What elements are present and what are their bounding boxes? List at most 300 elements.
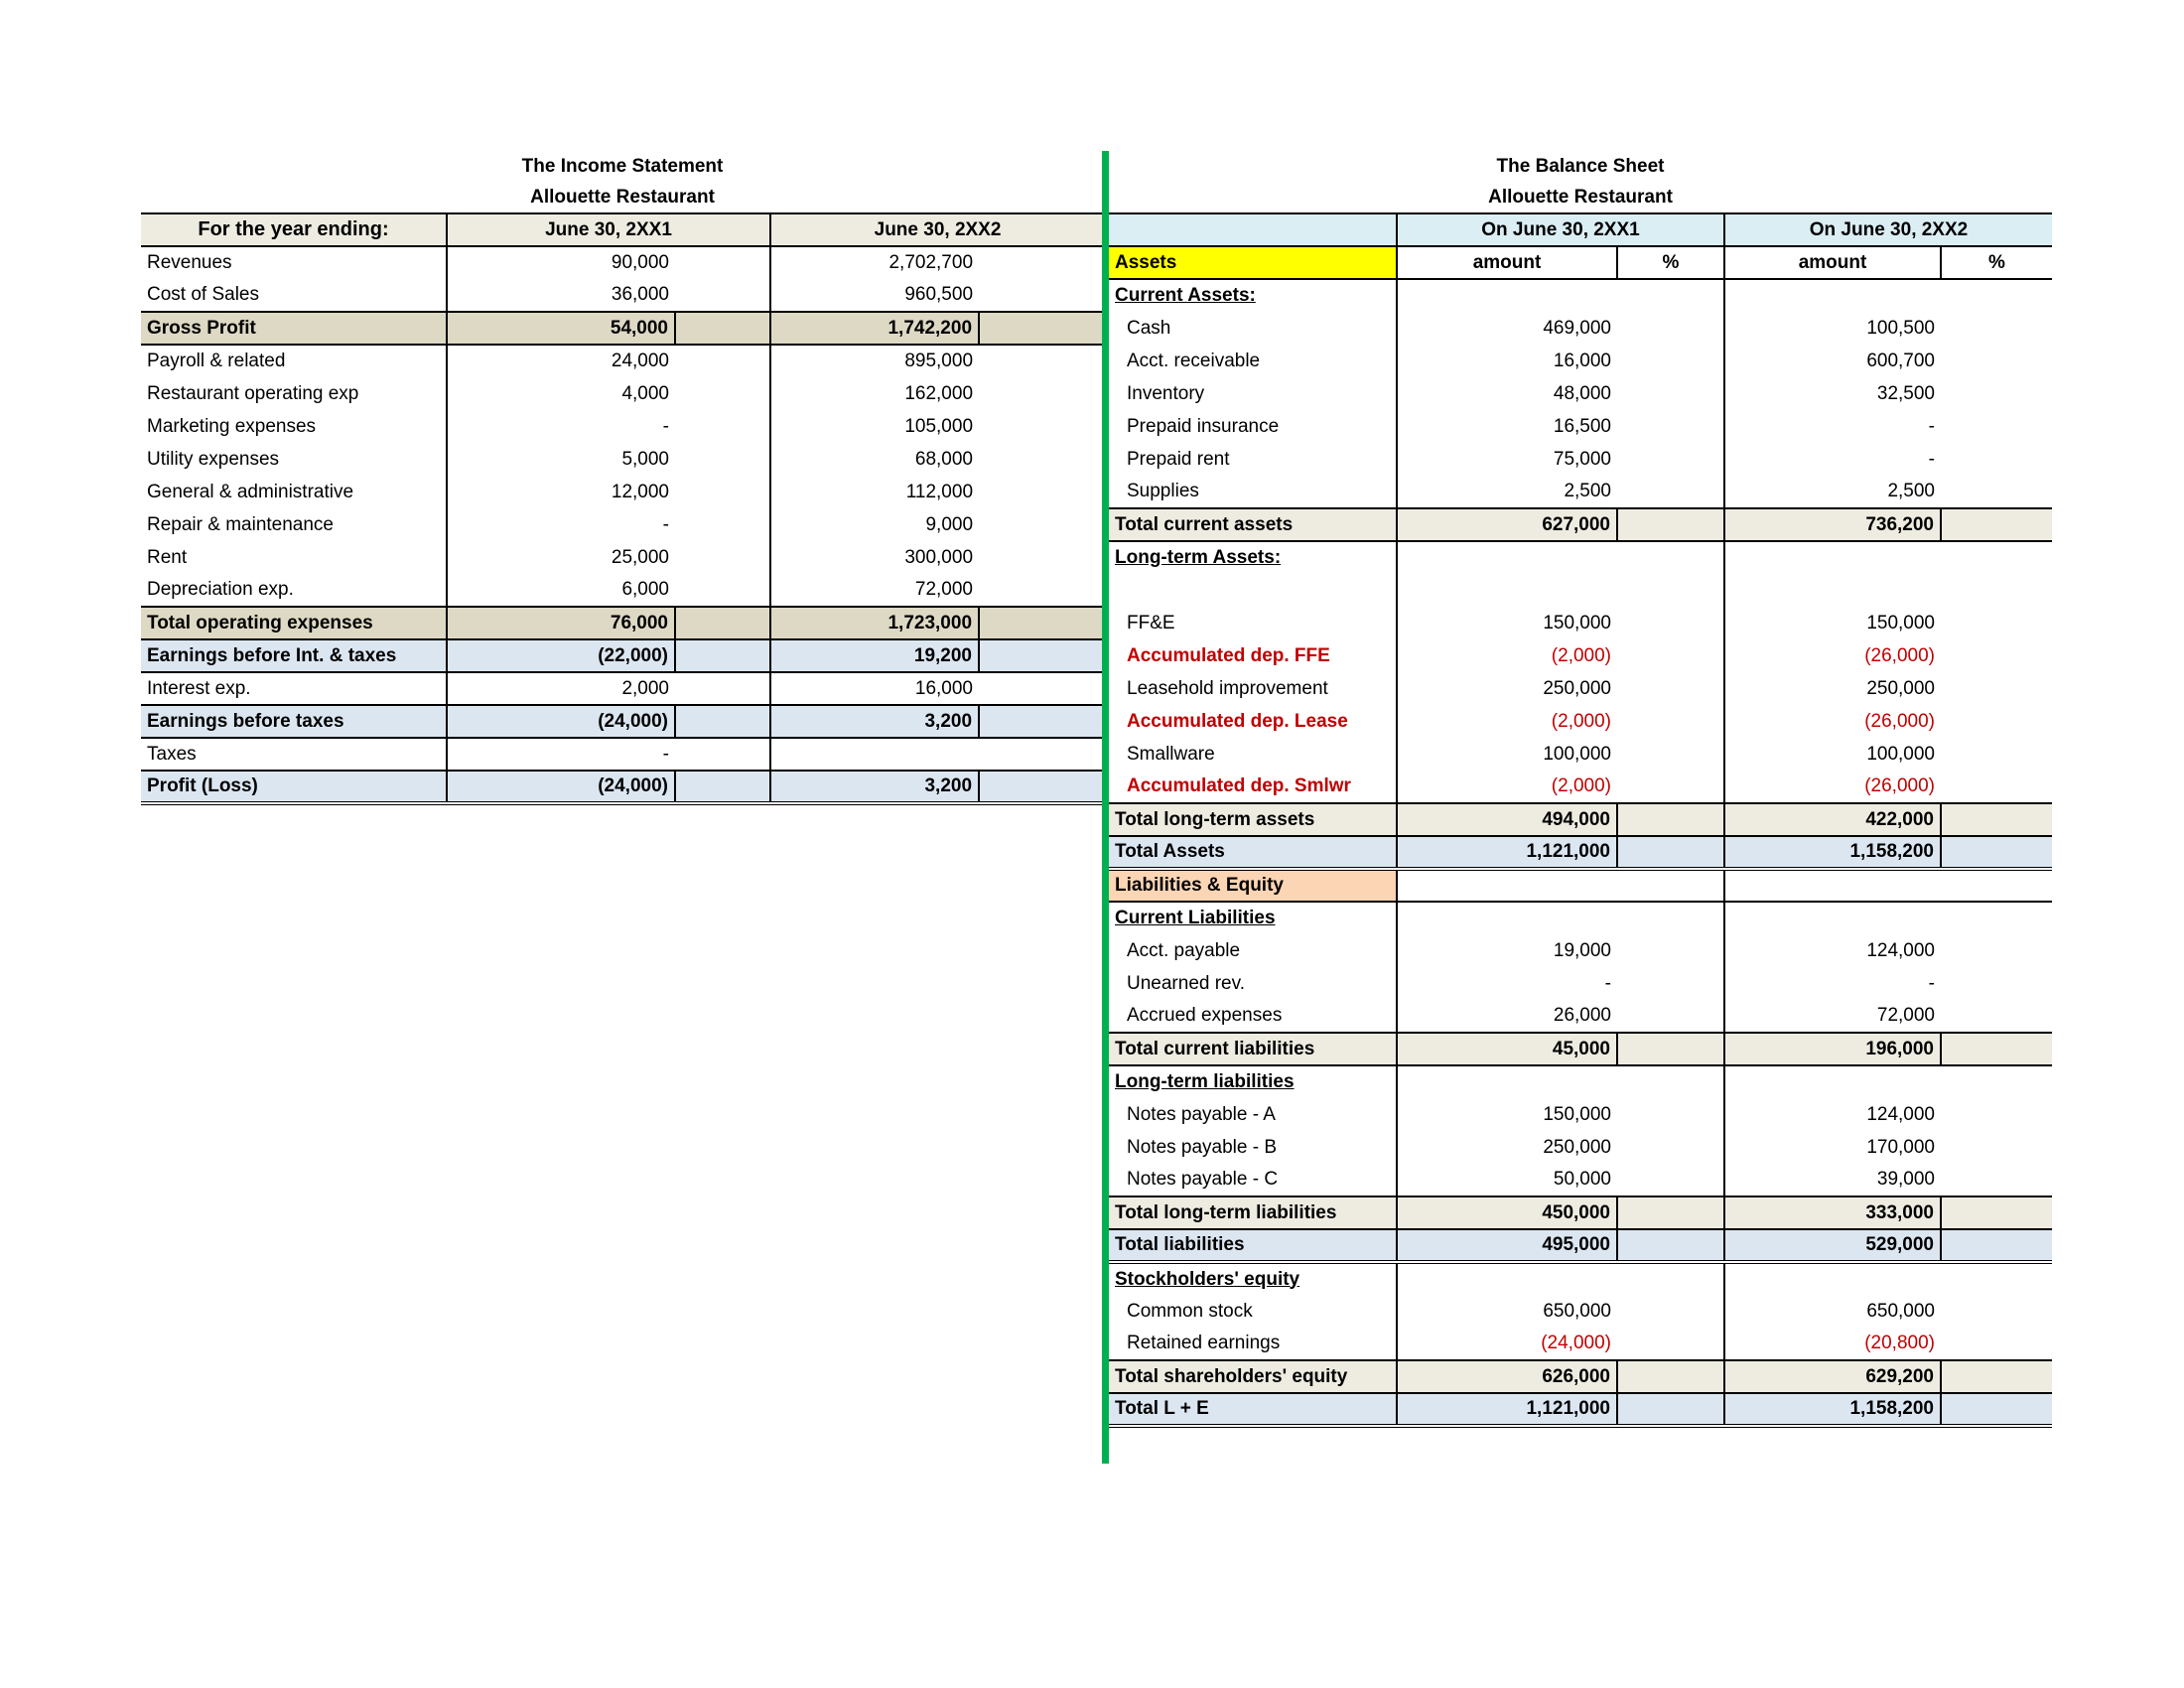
bs-item-value-1: 250,000: [1543, 677, 1611, 699]
is-row-label: Total operating expenses: [141, 607, 447, 639]
is-row-label: Marketing expenses: [141, 410, 447, 443]
is-row-blank-2: [979, 508, 1104, 541]
is-row-value-1: 2,000: [621, 677, 669, 699]
bs-item-value-1: 150,000: [1543, 1103, 1611, 1125]
bs-item-label: Notes payable - A: [1109, 1098, 1397, 1131]
bs-item-value-2: (26,000): [1864, 775, 1935, 796]
bs-item-label: Prepaid rent: [1109, 443, 1397, 476]
is-row-blank-2: [979, 672, 1104, 705]
is-row: [141, 639, 1104, 672]
bs-col-amount-2: amount: [1724, 246, 1941, 279]
bs-empty: [1941, 1098, 2052, 1131]
bs-item-value-1: 75,000: [1553, 448, 1611, 470]
bs-item-label: FF&E: [1109, 607, 1397, 639]
bs-item-label: Supplies: [1109, 476, 1397, 508]
bs-total-row: [1109, 1360, 2052, 1393]
bs-item-value-1: (2,000): [1551, 775, 1611, 796]
income-statement-heading: The Income Statement: [521, 156, 724, 177]
is-row-value-2: 300,000: [904, 546, 974, 568]
is-row-blank-2: [979, 771, 1104, 803]
balance-sheet-table: [1109, 212, 2052, 1428]
bs-item-label: Acct. receivable: [1109, 345, 1397, 377]
bs-empty: [1617, 1295, 1724, 1328]
bs-item-row: [1109, 639, 2052, 672]
is-period-1: June 30, 2XX1: [447, 213, 770, 246]
bs-empty: [1941, 377, 2052, 410]
bs-empty: [1397, 902, 1617, 934]
bs-item-value-1: 26,000: [1553, 1005, 1611, 1026]
is-row-blank-1: [675, 508, 770, 541]
bs-item-value-1: 48,000: [1553, 382, 1611, 404]
income-statement-title: [141, 151, 1104, 212]
is-row-value-2: 19,200: [770, 639, 979, 672]
is-row-blank-2: [979, 312, 1104, 345]
bs-empty: [1941, 1262, 2052, 1295]
is-row-value-1: 12,000: [611, 481, 669, 502]
bs-blank-row: [1109, 574, 2052, 607]
bs-total-value-1: 1,121,000: [1397, 836, 1617, 869]
bs-total-label: Total current assets: [1109, 508, 1397, 541]
income-statement-table: [141, 212, 1105, 805]
bs-empty: [1617, 1262, 1724, 1295]
bs-item-value-2: 72,000: [1876, 1005, 1935, 1026]
bs-empty: [1617, 476, 1724, 508]
bs-empty: [1724, 1262, 1941, 1295]
bs-total-value-2: 1,158,200: [1724, 1393, 1941, 1426]
bs-empty: [1617, 1033, 1724, 1065]
is-row: [141, 377, 1104, 410]
bs-empty: [1941, 476, 2052, 508]
bs-item-value-2: (20,800): [1864, 1333, 1935, 1353]
is-row-value-2: [770, 738, 979, 771]
bs-total-label: Total L + E: [1109, 1393, 1397, 1426]
is-row-label: Earnings before taxes: [141, 705, 447, 738]
bs-item-value-1: 150,000: [1543, 612, 1611, 633]
bs-empty: [1617, 672, 1724, 705]
bs-item-value-2: 150,000: [1866, 612, 1935, 633]
bs-total-label: Total shareholders' equity: [1109, 1360, 1397, 1393]
bs-empty: [1617, 410, 1724, 443]
bs-item-value-2: 124,000: [1866, 1103, 1935, 1125]
is-row-value-2: 105,000: [904, 415, 974, 437]
bs-total-value-2: 629,200: [1724, 1360, 1941, 1393]
is-row: [141, 345, 1104, 377]
is-row: [141, 410, 1104, 443]
is-row-value-1: (22,000): [447, 639, 675, 672]
is-row-label: Profit (Loss): [141, 771, 447, 803]
is-row-value-1: (24,000): [447, 705, 675, 738]
bs-item-label: Common stock: [1109, 1295, 1397, 1328]
is-period-2: June 30, 2XX2: [770, 213, 1104, 246]
bs-item-row: [1109, 410, 2052, 443]
is-row: [141, 443, 1104, 476]
is-row-label: Rent: [141, 541, 447, 574]
bs-item-value-1: 250,000: [1543, 1136, 1611, 1158]
bs-empty: [1724, 574, 1941, 607]
is-row-label: Cost of Sales: [141, 279, 447, 312]
bs-total-row: [1109, 1196, 2052, 1229]
bs-col-pct-2: %: [1988, 251, 2005, 273]
income-statement-company: Allouette Restaurant: [530, 187, 715, 208]
bs-empty: [1617, 607, 1724, 639]
bs-empty: [1617, 934, 1724, 967]
is-row-value-1: 4,000: [621, 382, 669, 404]
is-row-value-2: 16,000: [914, 677, 974, 699]
is-row: [141, 607, 1104, 639]
bs-item-value-1: 19,000: [1553, 939, 1611, 961]
bs-empty: [1941, 836, 2052, 869]
bs-item-value-1: 469,000: [1543, 317, 1611, 339]
bs-item-row: [1109, 934, 2052, 967]
is-row-value-1: 54,000: [447, 312, 675, 345]
bs-empty: [1941, 771, 2052, 803]
bs-empty: [1724, 279, 1941, 312]
bs-item-value-1: (2,000): [1551, 710, 1611, 732]
bs-empty: [1941, 1164, 2052, 1196]
bs-item-label: Smallware: [1109, 738, 1397, 771]
bs-empty: [1617, 1328, 1724, 1360]
bs-empty: [1724, 902, 1941, 934]
bs-empty: [1617, 1393, 1724, 1426]
is-row-value-1: -: [662, 415, 669, 437]
bs-empty: [1397, 1065, 1617, 1098]
bs-empty: [1617, 902, 1724, 934]
bs-empty: [1397, 574, 1617, 607]
is-header-label: For the year ending:: [141, 213, 447, 246]
bs-empty: [1617, 1164, 1724, 1196]
is-row-value-1: 5,000: [621, 448, 669, 470]
bs-period-1: On June 30, 2XX1: [1397, 213, 1724, 246]
bs-total-label: Total liabilities: [1109, 1229, 1397, 1262]
bs-empty: [1941, 1131, 2052, 1164]
bs-empty: [1617, 1065, 1724, 1098]
is-row: [141, 246, 1104, 279]
bs-item-row: [1109, 312, 2052, 345]
bs-total-value-1: 45,000: [1397, 1033, 1617, 1065]
is-row-blank-2: [979, 574, 1104, 607]
bs-empty: [1941, 803, 2052, 836]
bs-item-label: Accrued expenses: [1109, 1000, 1397, 1033]
is-row-value-2: 72,000: [914, 579, 974, 600]
is-row-blank-2: [979, 279, 1104, 312]
bs-empty: [1941, 279, 2052, 312]
bs-item-value-2: 600,700: [1866, 350, 1935, 371]
bs-item-row: [1109, 1328, 2052, 1360]
bs-empty: [1617, 1196, 1724, 1229]
bs-empty: [1941, 705, 2052, 738]
is-row-blank-1: [675, 476, 770, 508]
bs-empty: [1724, 541, 1941, 574]
bs-empty: [1941, 1065, 2052, 1098]
bs-empty: [1941, 1360, 2052, 1393]
is-row-value-1: 24,000: [611, 351, 669, 371]
bs-empty: [1941, 1393, 2052, 1426]
is-row-blank-2: [979, 639, 1104, 672]
is-row-blank-1: [675, 246, 770, 279]
bs-empty: [1941, 508, 2052, 541]
bs-item-value-1: 650,000: [1543, 1300, 1611, 1322]
is-row: [141, 279, 1104, 312]
is-row: [141, 574, 1104, 607]
bs-item-value-2: (26,000): [1864, 710, 1935, 732]
balance-sheet-body: [1109, 279, 2052, 1426]
is-row-blank-1: [675, 705, 770, 738]
bs-period-2: On June 30, 2XX2: [1724, 213, 2052, 246]
bs-empty: [1941, 607, 2052, 639]
bs-empty: [1617, 508, 1724, 541]
is-row-blank-1: [675, 771, 770, 803]
bs-item-row: [1109, 967, 2052, 1000]
bs-item-row: [1109, 607, 2052, 639]
bs-empty: [1941, 1328, 2052, 1360]
is-row-blank-1: [675, 672, 770, 705]
bs-section-row: [1109, 1262, 2052, 1295]
bs-item-row: [1109, 771, 2052, 803]
is-row-blank-1: [675, 574, 770, 607]
bs-total-row: [1109, 508, 2052, 541]
is-row-value-2: 1,723,000: [770, 607, 979, 639]
bs-empty: [1941, 934, 2052, 967]
bs-empty: [1617, 345, 1724, 377]
bs-section-row: [1109, 541, 2052, 574]
balance-sheet-heading: The Balance Sheet: [1496, 156, 1665, 177]
bs-item-row: [1109, 1000, 2052, 1033]
is-row-blank-1: [675, 279, 770, 312]
is-row-blank-1: [675, 639, 770, 672]
bs-item-label: Leasehold improvement: [1109, 672, 1397, 705]
bs-empty: [1941, 672, 2052, 705]
bs-empty: [1617, 1131, 1724, 1164]
bs-item-row: [1109, 1131, 2052, 1164]
bs-item-label: Accumulated dep. Smlwr: [1109, 771, 1397, 803]
bs-item-value-2: 250,000: [1866, 677, 1935, 699]
is-row-blank-2: [979, 476, 1104, 508]
is-row-value-1: 6,000: [621, 579, 669, 600]
bs-item-label: Inventory: [1109, 377, 1397, 410]
is-row: [141, 541, 1104, 574]
is-row-value-2: 9,000: [925, 513, 974, 535]
bs-total-value-2: 196,000: [1724, 1033, 1941, 1065]
is-row-value-1: 36,000: [611, 284, 669, 305]
bs-empty: [1941, 574, 2052, 607]
bs-item-row: [1109, 672, 2052, 705]
bs-empty: [1941, 1295, 2052, 1328]
bs-assets-label: Assets: [1109, 246, 1397, 279]
bs-empty: [1724, 869, 1941, 902]
is-row: [141, 476, 1104, 508]
bs-total-row: [1109, 836, 2052, 869]
is-row-value-2: 960,500: [904, 284, 974, 305]
bs-empty: [1724, 1065, 1941, 1098]
bs-total-value-2: 529,000: [1724, 1229, 1941, 1262]
bs-empty: [1397, 869, 1617, 902]
bs-total-value-1: 494,000: [1397, 803, 1617, 836]
bs-empty: [1617, 574, 1724, 607]
is-row-blank-2: [979, 410, 1104, 443]
is-row: [141, 312, 1104, 345]
bs-item-value-2: -: [1928, 972, 1935, 994]
is-row-blank-1: [675, 377, 770, 410]
bs-empty: [1617, 1360, 1724, 1393]
bs-item-row: [1109, 345, 2052, 377]
bs-item-value-2: 650,000: [1866, 1300, 1935, 1322]
bs-empty: [1941, 1000, 2052, 1033]
bs-empty: [1617, 1000, 1724, 1033]
bs-total-value-1: 450,000: [1397, 1196, 1617, 1229]
is-row-blank-2: [979, 443, 1104, 476]
bs-item-value-1: 16,000: [1553, 350, 1611, 371]
bs-empty: [1617, 1229, 1724, 1262]
is-row-label: Repair & maintenance: [141, 508, 447, 541]
bs-empty: [1941, 541, 2052, 574]
bs-item-value-2: 32,500: [1876, 382, 1935, 404]
bs-empty: [1617, 836, 1724, 869]
bs-item-row: [1109, 1164, 2052, 1196]
is-row-value-2: 112,000: [905, 481, 974, 502]
bs-col-amount-1: amount: [1397, 246, 1617, 279]
bs-section-label: Long-term liabilities: [1109, 1065, 1397, 1098]
is-row: [141, 771, 1104, 803]
is-row: [141, 672, 1104, 705]
bs-section-row: [1109, 902, 2052, 934]
bs-col-pct-1: %: [1617, 246, 1724, 279]
is-row-value-2: 68,000: [914, 448, 974, 470]
bs-empty: [1617, 541, 1724, 574]
bs-item-value-1: 16,500: [1553, 415, 1611, 437]
bs-item-value-2: -: [1928, 448, 1935, 470]
bs-empty: [1941, 1229, 2052, 1262]
is-row-label: General & administrative: [141, 476, 447, 508]
bs-item-value-2: 100,000: [1866, 743, 1935, 765]
bs-item-value-2: 39,000: [1876, 1169, 1935, 1190]
bs-empty: [1941, 902, 2052, 934]
is-row-blank-1: [675, 345, 770, 377]
bs-item-value-1: (24,000): [1541, 1333, 1611, 1353]
bs-empty: [1617, 803, 1724, 836]
bs-item-value-1: 100,000: [1543, 743, 1611, 765]
bs-empty: [1397, 1262, 1617, 1295]
bs-empty: [1617, 869, 1724, 902]
bs-total-row: [1109, 1229, 2052, 1262]
bs-total-label: Total long-term assets: [1109, 803, 1397, 836]
bs-empty: [1941, 869, 2052, 902]
bs-section-label: Current Assets:: [1109, 279, 1397, 312]
bs-empty: [1941, 639, 2052, 672]
bs-item-value-2: 2,500: [1887, 481, 1935, 501]
is-row-blank-2: [979, 607, 1104, 639]
bs-empty: [1617, 771, 1724, 803]
is-row-blank-1: [675, 541, 770, 574]
is-row: [141, 508, 1104, 541]
balance-sheet-title: [1109, 151, 2052, 212]
is-row-label: Gross Profit: [141, 312, 447, 345]
is-row: [141, 705, 1104, 738]
is-row-blank-2: [979, 345, 1104, 377]
is-row-value-1: 90,000: [611, 252, 669, 273]
is-row-value-2: 162,000: [904, 382, 974, 404]
bs-header-row: [1109, 869, 2052, 902]
bs-empty: [1941, 312, 2052, 345]
is-row-label: Taxes: [141, 738, 447, 771]
income-statement-body: [141, 246, 1104, 803]
is-row-blank-2: [979, 541, 1104, 574]
is-row-label: Utility expenses: [141, 443, 447, 476]
is-row-blank-2: [979, 246, 1104, 279]
bs-total-label: Total Assets: [1109, 836, 1397, 869]
bs-item-row: [1109, 1295, 2052, 1328]
bs-total-value-2: 736,200: [1724, 508, 1941, 541]
bs-item-row: [1109, 705, 2052, 738]
bs-total-value-1: 626,000: [1397, 1360, 1617, 1393]
is-row-blank-2: [979, 377, 1104, 410]
bs-empty: [1941, 738, 2052, 771]
bs-item-row: [1109, 1098, 2052, 1131]
is-row-value-2: 3,200: [770, 771, 979, 803]
bs-total-row: [1109, 1393, 2052, 1426]
is-row-value-1: -: [662, 513, 669, 535]
bs-item-label: Retained earnings: [1109, 1328, 1397, 1360]
is-row-value-2: 1,742,200: [770, 312, 979, 345]
section-divider: [1102, 151, 1109, 1464]
bs-empty: [1617, 639, 1724, 672]
bs-total-value-1: 495,000: [1397, 1229, 1617, 1262]
bs-item-label: Cash: [1109, 312, 1397, 345]
bs-empty: [1109, 574, 1397, 607]
bs-total-value-1: 627,000: [1397, 508, 1617, 541]
bs-empty: [1941, 345, 2052, 377]
is-row-label: Interest exp.: [141, 672, 447, 705]
is-row-label: Depreciation exp.: [141, 574, 447, 607]
is-row-blank-1: [675, 607, 770, 639]
bs-total-value-2: 422,000: [1724, 803, 1941, 836]
is-row-blank-1: [675, 443, 770, 476]
bs-item-row: [1109, 738, 2052, 771]
bs-empty: [1617, 377, 1724, 410]
bs-total-label: Total current liabilities: [1109, 1033, 1397, 1065]
is-row-label: Restaurant operating exp: [141, 377, 447, 410]
bs-empty: [1941, 1196, 2052, 1229]
bs-empty: [1617, 443, 1724, 476]
bs-total-row: [1109, 1033, 2052, 1065]
is-row-value-2: 895,000: [904, 351, 974, 371]
bs-total-value-2: 1,158,200: [1724, 836, 1941, 869]
bs-empty: [1617, 312, 1724, 345]
is-row-label: Payroll & related: [141, 345, 447, 377]
bs-item-value-2: 100,500: [1866, 317, 1935, 339]
is-row-blank-2: [979, 738, 1104, 771]
bs-section-row: [1109, 1065, 2052, 1098]
bs-header-label: Liabilities & Equity: [1109, 869, 1397, 902]
bs-section-label: Long-term Assets:: [1109, 541, 1397, 574]
bs-item-value-1: 2,500: [1564, 481, 1611, 501]
is-row-value-2: 2,702,700: [888, 252, 974, 273]
bs-item-row: [1109, 443, 2052, 476]
is-row-label: Revenues: [141, 246, 447, 279]
bs-total-row: [1109, 803, 2052, 836]
bs-empty: [1617, 279, 1724, 312]
bs-item-label: Accumulated dep. Lease: [1109, 705, 1397, 738]
bs-item-value-1: (2,000): [1551, 644, 1611, 666]
bs-empty: [1617, 1098, 1724, 1131]
bs-item-value-1: -: [1604, 972, 1611, 994]
is-row: [141, 738, 1104, 771]
bs-item-value-2: 124,000: [1866, 939, 1935, 961]
is-row-value-1: 76,000: [447, 607, 675, 639]
is-row-blank-1: [675, 410, 770, 443]
bs-item-label: Notes payable - B: [1109, 1131, 1397, 1164]
is-row-value-1: (24,000): [447, 771, 675, 803]
bs-item-value-1: 50,000: [1553, 1169, 1611, 1190]
